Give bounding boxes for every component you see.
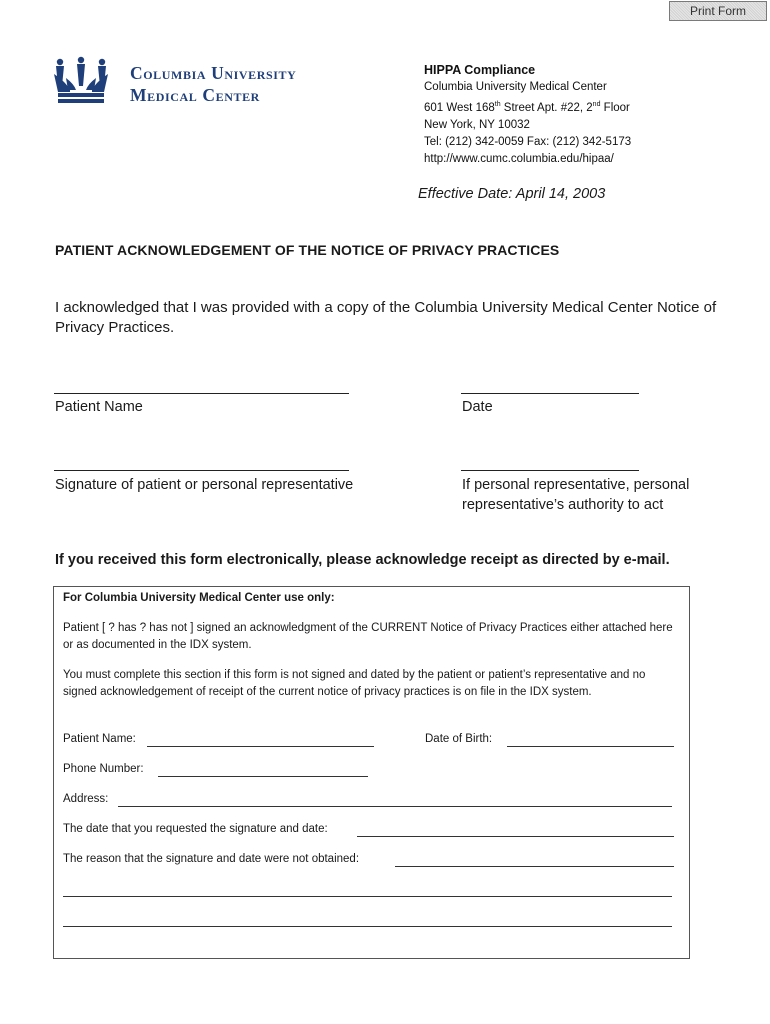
signature-line[interactable] (54, 470, 349, 471)
office-use-heading: For Columbia University Medical Center use only: (63, 592, 335, 604)
office-requested-field[interactable] (357, 836, 674, 837)
acknowledgement-text: I acknowledged that I was provided with a copy of the Columbia University Medical Center Notice of Privacy Practices. (55, 299, 717, 336)
authority-label: If personal representative, personal representative’s authority to act (462, 477, 690, 513)
office-address-field[interactable] (118, 806, 672, 807)
electronic-notice: If you received this form electronically, please acknowledge receipt as directed by e-mail. (55, 552, 670, 568)
contact-phone: Tel: (212) 342-0059 Fax: (212) 342-5173 (424, 135, 632, 148)
print-form-button[interactable]: Print Form (669, 1, 767, 21)
institution-wordmark (130, 62, 296, 106)
wordmark-line-1: Columbia University (130, 63, 297, 83)
office-use-para-1: Patient [ ? has ? has not ] signed an acknowledgment of the CURRENT Notice of Privacy Practices either attached here or as documented in the IDX system. (63, 622, 673, 651)
contact-url[interactable]: http://www.cumc.columbia.edu/hipaa/ (424, 152, 614, 165)
patient-name-label: Patient Name (55, 399, 143, 415)
contact-block (424, 62, 631, 168)
contact-address: 601 West 168th Street Apt. #22, 2nd Floor (424, 101, 630, 114)
patient-name-line[interactable] (54, 393, 349, 394)
office-reason-label: The reason that the signature and date were not obtained: (63, 853, 360, 865)
office-phone-field[interactable] (158, 776, 368, 777)
date-label: Date (462, 399, 493, 415)
office-use-para-2: You must complete this section if this form is not signed and dated by the patient or patient’s representative and no signed acknowledgement of receipt of the current notice of privacy practices is on file in the IDX system. (63, 669, 646, 698)
form-title: PATIENT ACKNOWLEDGEMENT OF THE NOTICE OF PRIVACY PRACTICES (55, 242, 560, 258)
office-reason-line-2[interactable] (63, 896, 672, 897)
date-line[interactable] (461, 393, 639, 394)
office-reason-line-3[interactable] (63, 926, 672, 927)
authority-line[interactable] (461, 470, 639, 471)
contact-city: New York, NY 10032 (424, 118, 530, 131)
office-requested-label: The date that you requested the signature and date: (63, 823, 328, 835)
office-dob-field[interactable] (507, 746, 674, 747)
office-patient-name-field[interactable] (147, 746, 374, 747)
office-address-label: Address: (63, 793, 109, 805)
office-phone-label: Phone Number: (63, 763, 144, 775)
office-dob-label: Date of Birth: (425, 733, 493, 745)
office-reason-field[interactable] (395, 866, 674, 867)
contact-org: Columbia University Medical Center (424, 81, 607, 93)
office-patient-name-label: Patient Name: (63, 733, 136, 745)
effective-date: Effective Date: April 14, 2003 (418, 186, 606, 202)
signature-label: Signature of patient or personal representative (55, 477, 354, 493)
columbia-crown-logo-icon (52, 56, 110, 104)
wordmark-line-2: Medical Center (130, 85, 260, 105)
contact-title: HIPPA Compliance (424, 63, 536, 77)
